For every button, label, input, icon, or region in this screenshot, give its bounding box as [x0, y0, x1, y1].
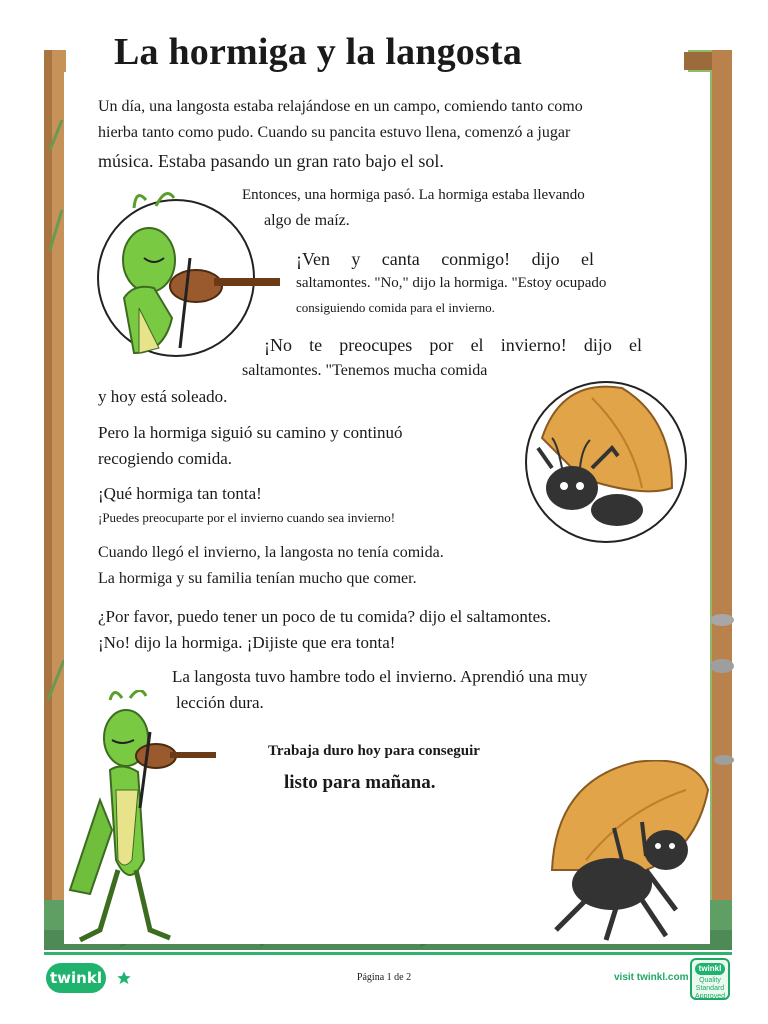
badge-text: Quality Standard Approved: [695, 977, 725, 1000]
grasshopper-violin-illustration: [94, 188, 284, 358]
story-line: música. Estaba pasando un gran rato bajo el sol.: [98, 151, 444, 171]
story-line: Pero la hormiga siguió su camino y continuó: [98, 423, 403, 442]
story-line: ¿Por favor, puedo tener un poco de tu comida? dijo el saltamontes.: [98, 607, 551, 626]
story-line: Entonces, una hormiga pasó. La hormiga estaba llevando: [242, 187, 585, 203]
story-line: saltamontes. "No," dijo la hormiga. "Estoy ocupado: [296, 275, 607, 291]
twinkl-logo[interactable]: twinkl: [46, 963, 106, 993]
ant-corn-illustration: [522, 378, 688, 544]
story-line: saltamontes. "Tenemos mucha comida: [242, 362, 488, 379]
footer-divider: [44, 952, 732, 955]
story-line: La hormiga y su familia tenían mucho que comer.: [98, 570, 417, 587]
story-line: consiguiendo comida para el invierno.: [296, 300, 495, 315]
story-line: ¡No! dijo la hormiga. ¡Dijiste que era tonta!: [98, 633, 396, 652]
badge-logo: twinkl: [695, 963, 725, 975]
quality-badge: [690, 958, 730, 1000]
visit-link[interactable]: visit twinkl.com: [614, 972, 689, 983]
story-line: ¡Ven y canta conmigo! dijo el: [296, 249, 594, 269]
story-line: La langosta tuvo hambre todo el invierno. Aprendió una muy: [172, 667, 588, 686]
story-line: recogiendo comida.: [98, 449, 233, 468]
story-line: Cuando llegó el invierno, la langosta no tenía comida.: [98, 544, 444, 561]
story-line: hierba tanto como pudo. Cuando su pancita estuvo llena, comenzó a jugar: [98, 124, 571, 141]
moral-line-2: listo para mañana.: [284, 772, 436, 793]
story-line: ¡Qué hormiga tan tonta!: [98, 484, 262, 503]
story-line: y hoy está soleado.: [98, 387, 228, 406]
page-number: Página 1 de 2: [356, 972, 412, 983]
story-line: ¡No te preocupes por el invierno! dijo el: [264, 335, 642, 355]
grasshopper-playing-violin-illustration: [60, 690, 230, 946]
story-line: algo de maíz.: [264, 212, 350, 229]
moral-line-1: Trabaja duro hoy para conseguir: [268, 743, 480, 759]
story-line: ¡Puedes preocuparte por el invierno cuando sea invierno!: [98, 510, 396, 525]
story-line: lección dura.: [176, 693, 264, 712]
story-title: La hormiga y la langosta: [108, 30, 528, 74]
ant-carrying-corn-illustration: [546, 760, 726, 946]
story-line: Un día, una langosta estaba relajándose en un campo, comiendo tanto como: [98, 98, 583, 115]
